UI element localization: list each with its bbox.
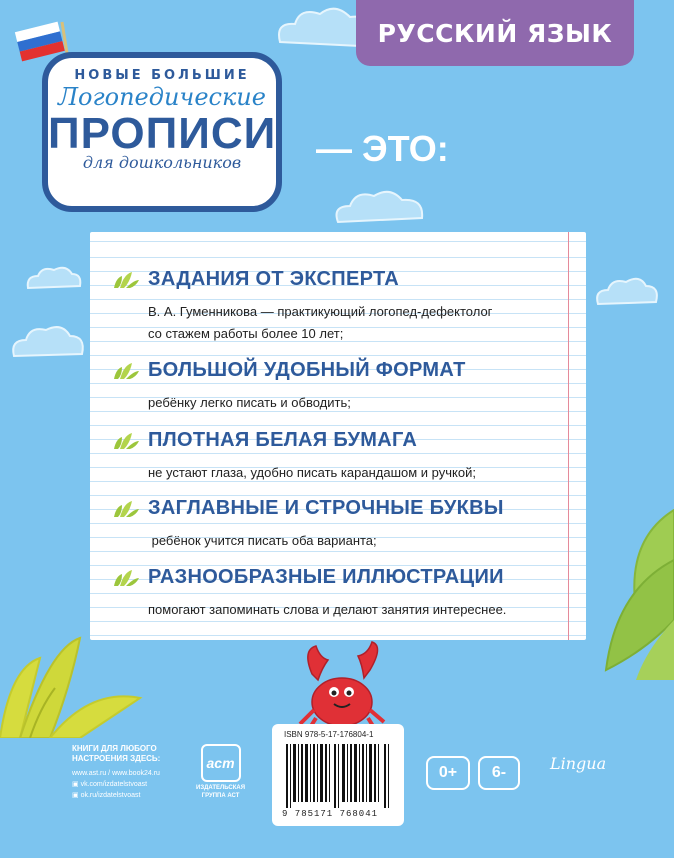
crab-illustration bbox=[292, 640, 392, 736]
leaf-bullet-icon bbox=[112, 270, 140, 290]
footer-link-ok[interactable] bbox=[72, 790, 160, 801]
logo-line-propisi: ПРОПИСИ bbox=[48, 109, 277, 158]
leaf-bullet-icon bbox=[112, 499, 140, 519]
feature-title: ЗАГЛАВНЫЕ И СТРОЧНЫЕ БУКВЫ bbox=[148, 497, 504, 519]
cloud-decoration bbox=[24, 262, 84, 294]
barcode-box bbox=[272, 724, 404, 826]
barcode-bars bbox=[286, 744, 390, 808]
footer-link-sites[interactable]: www.ast.ru / www.book24.ru bbox=[72, 770, 160, 777]
feature-item bbox=[112, 429, 476, 484]
vk-icon: ▣ bbox=[72, 781, 81, 788]
feature-item bbox=[112, 359, 466, 414]
leaf-bullet-icon bbox=[112, 361, 140, 381]
feature-title: ЗАДАНИЯ ОТ ЭКСПЕРТА bbox=[148, 268, 399, 290]
leaf-bullet-icon bbox=[112, 568, 140, 588]
series-logo bbox=[42, 52, 282, 212]
feature-title: ПЛОТНАЯ БЕЛАЯ БУМАГА bbox=[148, 429, 418, 451]
publisher-logo bbox=[196, 744, 245, 800]
feature-description: ребёнку легко писать и обводить; bbox=[148, 395, 351, 410]
imprint-logo: Lingua bbox=[550, 754, 607, 773]
ok-icon: ▣ bbox=[72, 792, 81, 799]
footer-promo-heading: КНИГИ ДЛЯ ЛЮБОГО НАСТРОЕНИЯ ЗДЕСЬ: bbox=[72, 744, 161, 763]
publisher-name: ИЗДАТЕЛЬСКАЯ ГРУППА АСТ bbox=[196, 785, 246, 799]
subject-label: РУССКИЙ ЯЗЫК bbox=[377, 18, 613, 48]
subject-tab bbox=[356, 0, 634, 66]
feature-description: ребёнок учится писать оба варианта; bbox=[148, 533, 377, 548]
feature-title: РАЗНООБРАЗНЫЕ ИЛЛЮСТРАЦИИ bbox=[148, 566, 504, 588]
feature-item bbox=[112, 497, 504, 552]
feature-description: не устают глаза, удобно писать карандашом и ручкой; bbox=[148, 465, 476, 480]
plant-decoration bbox=[0, 628, 150, 738]
logo-line-preschoolers: для дошкольников bbox=[82, 153, 242, 172]
logo-line-speech-therapy: Логопедические bbox=[58, 83, 266, 111]
footer-links bbox=[72, 768, 160, 801]
paper-margin-line bbox=[568, 232, 569, 640]
age-range-badge: 6- bbox=[478, 756, 520, 790]
barcode-digits: 9 785171 768041 bbox=[282, 809, 379, 819]
plant-decoration bbox=[586, 500, 674, 680]
footer-link-vk[interactable] bbox=[72, 779, 160, 790]
feature-title: БОЛЬШОЙ УДОБНЫЙ ФОРМАТ bbox=[148, 359, 466, 381]
isbn-text: ISBN 978-5-17-176804-1 bbox=[284, 730, 374, 739]
feature-description: В. А. Гуменникова — практикующий логопед-дефектолог со стажем работы более 10 лет; bbox=[148, 304, 493, 341]
feature-description: помогают запоминать слова и делают занятия интереснее. bbox=[148, 602, 507, 617]
age-rating-badge: 0+ bbox=[426, 756, 470, 790]
feature-item bbox=[112, 268, 492, 345]
footer-link-ok-text: ok.ru/izdatelstvoast bbox=[80, 792, 141, 799]
logo-line-new-big: НОВЫЕ БОЛЬШИЕ bbox=[74, 68, 250, 83]
footer-link-vk-text: vk.com/izdatelstvoast bbox=[80, 781, 148, 788]
tagline: — ЭТО: bbox=[316, 128, 449, 169]
feature-item bbox=[112, 566, 506, 621]
footer-promo bbox=[72, 744, 160, 801]
cloud-decoration bbox=[592, 272, 662, 312]
publisher-mark: аст bbox=[201, 744, 241, 782]
cloud-decoration bbox=[330, 186, 430, 230]
cloud-decoration bbox=[8, 320, 88, 364]
leaf-bullet-icon bbox=[112, 431, 140, 451]
